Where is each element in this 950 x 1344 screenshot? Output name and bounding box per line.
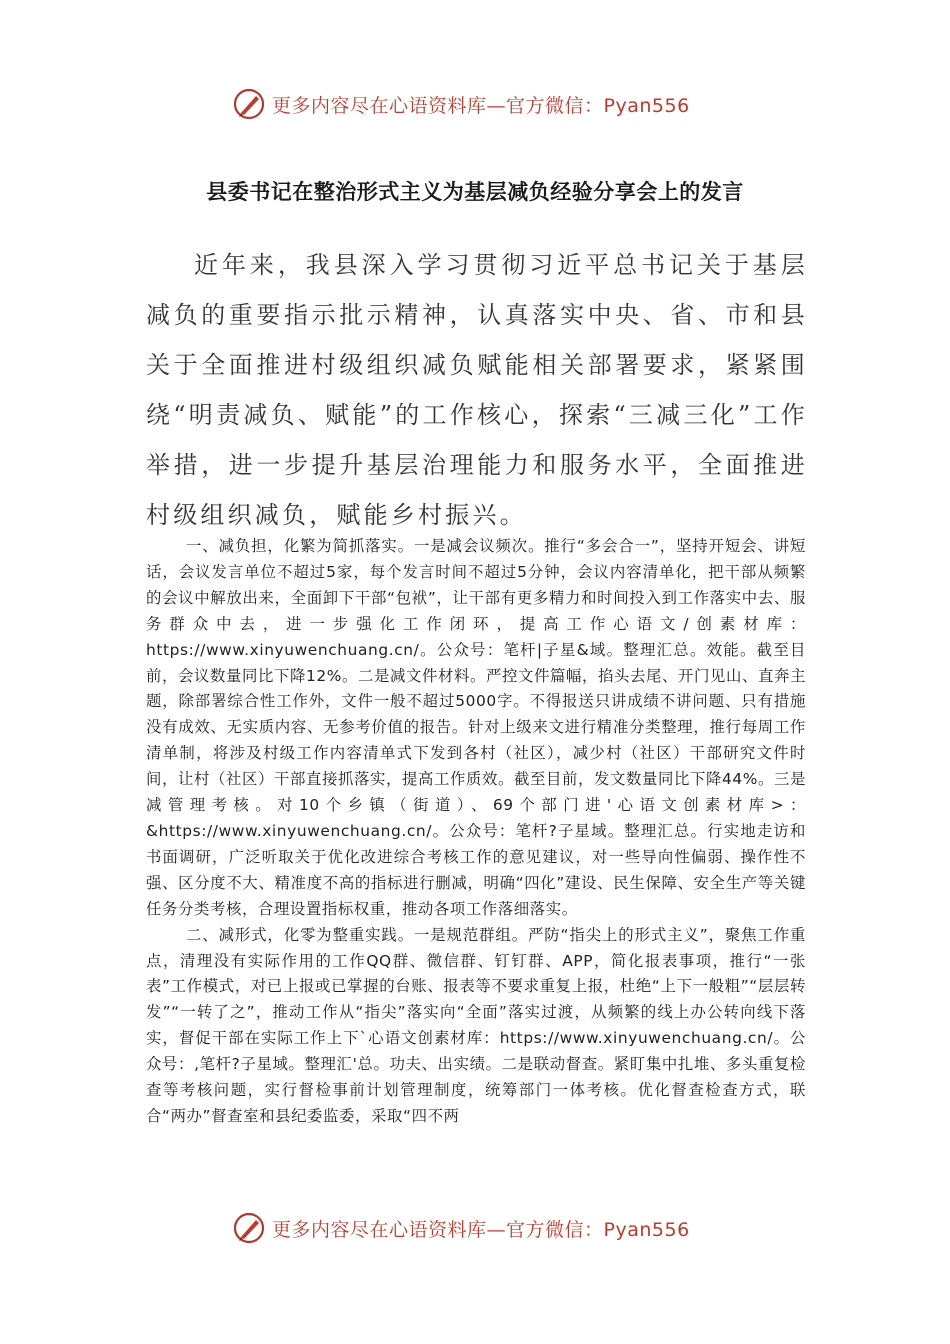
body-paragraph-2: 二、减形式，化零为整重实践。一是规范群组。严防“指尖上的形式主义”，聚焦工作重点，清理没有实际作用的工作QQ群、微信群、钉钉群、APP，简化报表事项，推行“一张表”工作模式，对已上报或已掌握的台账、报表等不要求重复上报，杜绝“上下一般粗”“层层转发”“一转了之”，推动工作从“指尖”落实向“全面”落实过渡，从频繁的线上办公转向线下落实，督促干部在实际工作上下`心语文创素材库：https://www.xinyuwenchuang.cn/。公众号：,笔杆?子星域。整理汇'总。功夫、出实绩。二是联动督查。紧盯集中扎堆、多头重复检查等考核问题，实行督检事前计划管理制度，统筹部门一体考核。优化督查检查方式，联合“两办”督查室和县纪委监委，采取“四不两 [146,925,806,1125]
intro-paragraph: 近年来，我县深入学习贯彻习近平总书记关于基层减负的重要指示批示精神，认真落实中央、省、市和县关于全面推进村级组织减负赋能相关部署要求，紧紧围绕“明责减负、赋能”的工作核心，探索“三减三化”工作举措，进一步提升基层治理能力和服务水平，全面推进村级组织减负，赋能乡村振兴。 [146,251,808,529]
banner-text: 更多内容尽在心语资料库—官方微信：Pyan556 [272,1218,690,1241]
document-title: 县委书记在整治形式主义为基层减负经验分享会上的发言 [206,179,744,204]
banner-wechat-id: Pyan556 [603,1218,690,1241]
pen-logo-icon [232,87,266,121]
document-body [146,534,806,1130]
body-paragraph-1: 一、减负担，化繁为简抓落实。一是减会议频次。推行“多会合一”，坚持开短会、讲短话，会议发言单位不超过5家，每个发言时间不超过5分钟，会议内容清单化，把干部从频繁的会议中解放出来，全面卸下干部“包袱”，让干部有更多精力和时间投入到工作落实中去、服务群众中去，进一步强化工作闭环，提高工作心语文/创素材库：https://www.xinyuwenchuang.cn/。公众号：笔杆|子星&域。整理汇总。效能。截至目前，会议数量同比下降12%。二是减文件材料。严控文件篇幅，掐头去尾、开门见山、直奔主题，除部署综合性工作外，文件一般不超过5000字。不得报送只讲成绩不讲问题、只有措施没有成效、无实质内容、无参考价值的报告。针对上级来文进行精准分类整理，推行每周工作清单制，将涉及村级工作内容清单式下发到各村（社区），减少村（社区）干部研究文件时间，让村（社区）干部直接抓落实，提高工作质效。截至目前，发文数量同比下降44%。三是减管理考核。对10个乡镇（街道）、69个部门进'心语文创素材库>：&https://www.xinyuwenchuang.cn/。公众号：笔杆?子星域。整理汇总。行实地走访和书面调研，广泛听取关于优化改进综合考核工作的意见建议，对一些导向性偏弱、操作性不强、区分度不大、精准度不高的指标进行删减，明确“四化”建设、民生保障、安全生产等关键任务分类考核，合理设置指标权重，推动各项工作落细落实。 [146,537,806,918]
banner-wechat-id: Pyan556 [603,94,690,117]
footer-banner [0,1208,950,1248]
pen-logo-icon [232,1211,266,1245]
header-banner [0,84,950,124]
banner-text: 更多内容尽在心语资料库—官方微信：Pyan556 [272,94,690,117]
